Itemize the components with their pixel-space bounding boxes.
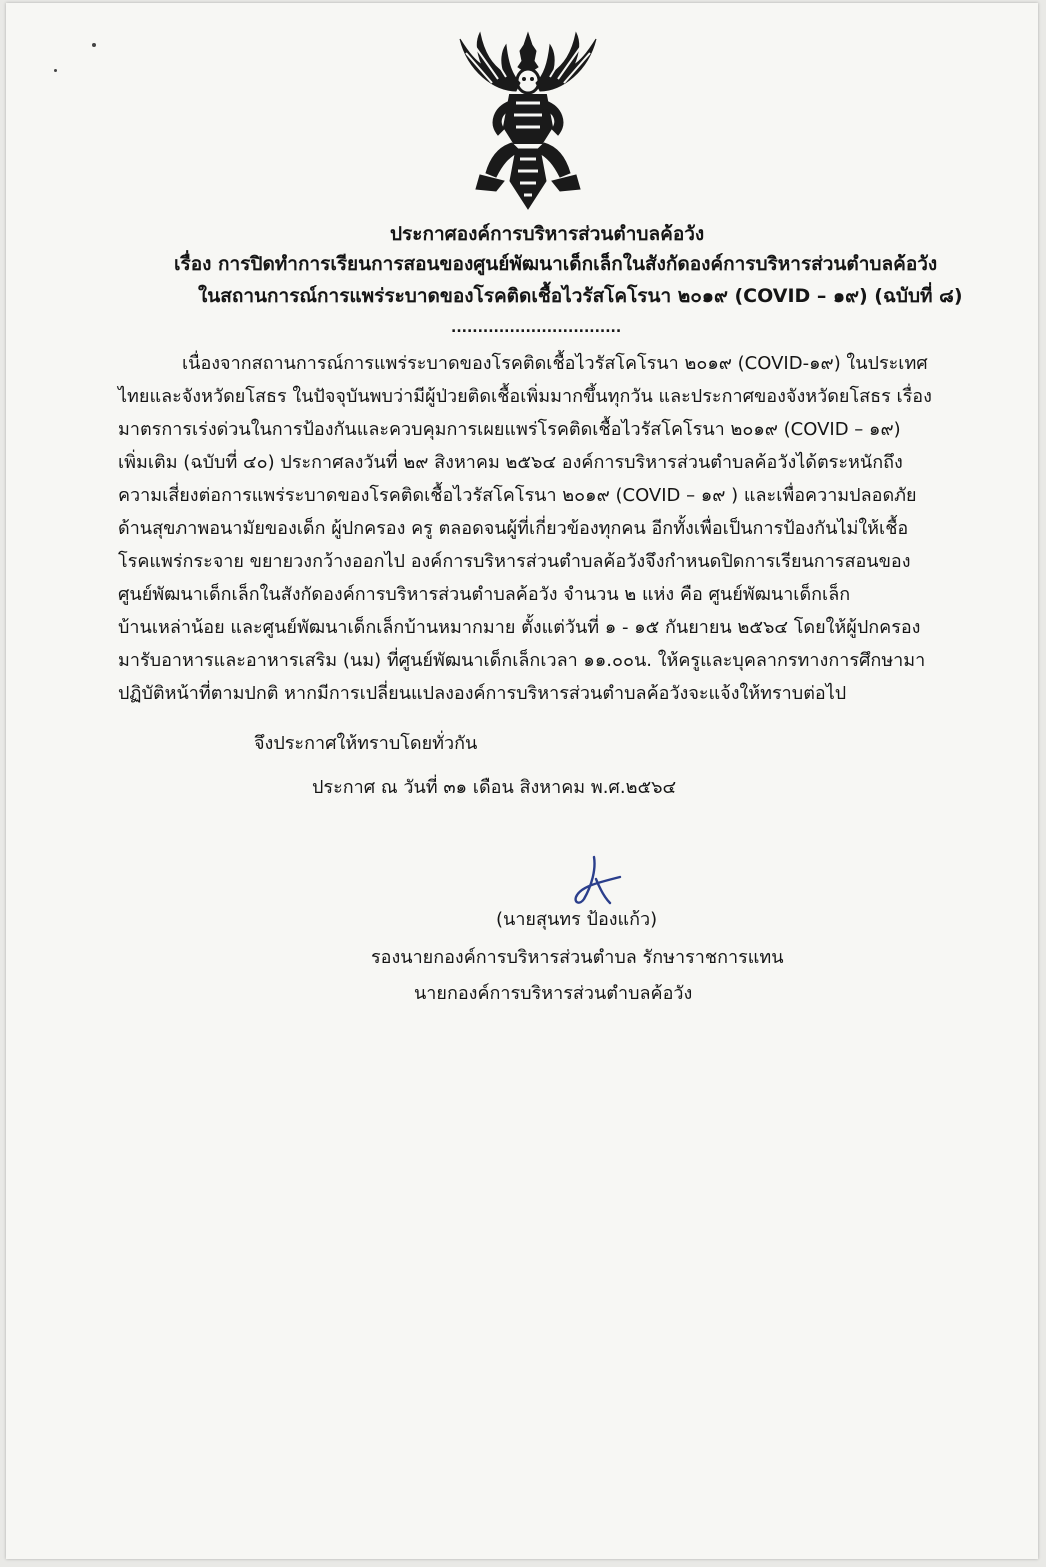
body-line: มารับอาหารและอาหารเสริม (นม) ที่ศูนย์พัฒนาเด็กเล็กเวลา ๑๑.๐๐น. ให้ครูและบุคลากรทางการศึกษามา <box>118 650 926 671</box>
signatory-name: (นายสุนทร ป้องแก้ว) <box>496 909 658 930</box>
speck <box>54 69 57 72</box>
closing-statement: จึงประกาศให้ทราบโดยทั่วกัน <box>254 733 478 754</box>
separator: ................................ <box>451 320 622 336</box>
signatory-position: รองนายกองค์การบริหารส่วนตำบล รักษาราชการแทน <box>371 947 784 968</box>
document-page <box>6 3 1038 1559</box>
body-line: มาตรการเร่งด่วนในการป้องกันและควบคุมการเผยแพร่โรคติดเชื้อไวรัสโคโรนา ๒๐๑๙ (COVID – ๑๙) <box>118 419 901 440</box>
body-line: ไทยและจังหวัดยโสธร ในปัจจุบันพบว่ามีผู้ป่วยติดเชื้อเพิ่มมากขึ้นทุกวัน และประกาศของจังหวัดยโสธร เรื่อง <box>118 386 932 407</box>
signatory-position-2: นายกองค์การบริหารส่วนตำบลค้อวัง <box>414 983 693 1004</box>
body-line: บ้านเหล่าน้อย และศูนย์พัฒนาเด็กเล็กบ้านหมากมาย ตั้งแต่วันที่ ๑ - ๑๕ กันยายน ๒๕๖๔ โดยให้ผู้ปกครอง <box>118 617 921 638</box>
body-line: ความเสี่ยงต่อการแพร่ระบาดของโรคติดเชื้อไวรัสโคโรนา ๒๐๑๙ (COVID – ๑๙ ) และเพื่อความปลอดภัย <box>118 485 917 506</box>
announcement-title: ประกาศองค์การบริหารส่วนตำบลค้อวัง <box>390 223 705 245</box>
body-line: ปฏิบัติหน้าที่ตามปกติ หากมีการเปลี่ยนแปลงองค์การบริหารส่วนตำบลค้อวังจะแจ้งให้ทราบต่อไป <box>118 683 847 704</box>
body-line: โรคแพร่กระจาย ขยายวงกว้างออกไป องค์การบริหารส่วนตำบลค้อวังจึงกำหนดปิดการเรียนการสอนของ <box>118 551 911 572</box>
body-line: ศูนย์พัฒนาเด็กเล็กในสังกัดองค์การบริหารส่วนตำบลค้อวัง จำนวน ๒ แห่ง คือ ศูนย์พัฒนาเด็กเล็ก <box>118 584 851 605</box>
speck <box>92 43 96 47</box>
garuda-emblem-icon <box>446 31 611 211</box>
body-line: เพิ่มเติม (ฉบับที่ ๔๐) ประกาศลงวันที่ ๒๙ สิงหาคม ๒๕๖๔ องค์การบริหารส่วนตำบลค้อวังได้ตระหนักถึง <box>118 452 903 473</box>
subject-line: เรื่อง การปิดทำการเรียนการสอนของศูนย์พัฒนาเด็กเล็กในสังกัดองค์การบริหารส่วนตำบลค้อวัง <box>174 253 938 275</box>
body-line: ด้านสุขภาพอนามัยของเด็ก ผู้ปกครอง ครู ตลอดจนผู้ที่เกี่ยวข้องทุกคน อีกทั้งเพื่อเป็นการป้องกันไม่ให้เชื้อ <box>118 518 909 539</box>
handwritten-signature-icon <box>566 855 626 907</box>
subject-continued: ในสถานการณ์การแพร่ระบาดของโรคติดเชื้อไวรัสโคโรนา ๒๐๑๙ (COVID – ๑๙) (ฉบับที่ ๘) <box>198 285 963 307</box>
announcement-date: ประกาศ ณ วันที่ ๓๑ เดือน สิงหาคม พ.ศ.๒๕๖๔ <box>312 777 677 798</box>
body-line: เนื่องจากสถานการณ์การแพร่ระบาดของโรคติดเชื้อไวรัสโคโรนา ๒๐๑๙ (COVID-๑๙) ในประเทศ <box>182 353 928 374</box>
